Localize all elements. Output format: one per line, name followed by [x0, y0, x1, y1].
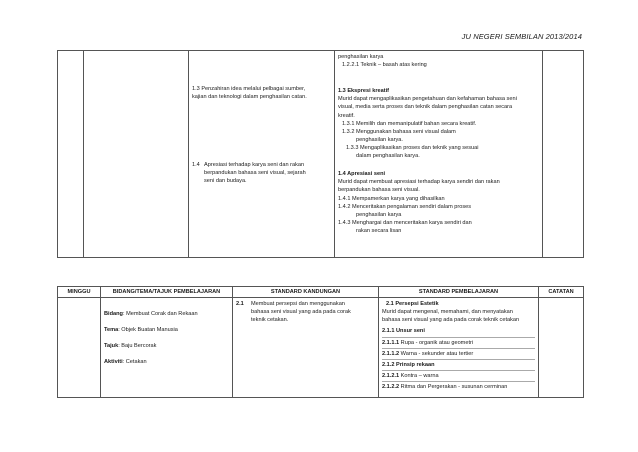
sp-row-number: 2.1.2 Prinsip rekaan [382, 361, 435, 368]
sp-row [382, 326, 535, 337]
header-catatan: CATATAN [539, 287, 584, 298]
sp-row [382, 382, 535, 392]
standard-kandungan-cell [189, 51, 335, 258]
sp-row-number: 2.1.1.2 [382, 350, 400, 357]
sk-1-4-line: berpandukan bahasa seni visual, sejarah [204, 170, 306, 177]
sp-1-3-item: 1.3.1 Memilih dan memanipulatif bahan secara kreatif. [342, 120, 477, 127]
aktiviti-label: Aktiviti [104, 359, 123, 366]
sp-continuation-line: 1.2.2.1 Teknik – basah atas kering [342, 62, 427, 69]
header-standard-pembelajaran: STANDARD PEMBELAJARAN [379, 287, 539, 298]
bidang-value: : Membuat Corak dan Rekaan [122, 311, 198, 318]
sp-1-3-line: kreatif. [338, 112, 355, 119]
sp-continuation-line: penghasilan karya [338, 54, 384, 60]
sp-2-1-line: bahasa seni visual yang ada pada corak teknik cetakan [382, 317, 520, 324]
sp-1-3-title: 1.3 Ekspresi kreatif [338, 88, 389, 95]
sp-row-number: 2.1.1 Unsur seni [382, 328, 425, 335]
sp-row-number: 2.1.1.1 [382, 339, 400, 346]
sk-2-1-number: 2.1 [236, 301, 244, 308]
notes-cell [543, 51, 584, 258]
sk-1-3-line: 1.3 Penzahiran idea melalui pelbagai sumber, [192, 86, 306, 92]
lesson-table-continued [57, 50, 584, 258]
sp-1-3-item: penghasilan karya. [356, 136, 403, 143]
sk-2-1-line: bahasa seni visual yang ada pada corak [251, 309, 351, 316]
sk-1-4-number: 1.4 [192, 162, 200, 169]
sp-1-4-line: berpandukan bahasa seni visual. [338, 187, 420, 194]
aktiviti-line [104, 358, 229, 366]
sp-1-3-line: visual, media serta proses dan teknik dalam penghasilan catan secara [338, 104, 513, 111]
standard-pembelajaran-cell [379, 298, 539, 398]
sp-row [382, 349, 535, 360]
sk-2-1 [236, 300, 375, 324]
sp-row [382, 360, 535, 371]
sp-1-3-item: 1.3.3 Mengaplikasikan proses dan teknik yang sesuai [346, 144, 479, 151]
tajuk-value: : Baju Bercorak [118, 343, 157, 350]
sp-1-4-item: penghasilan karya [356, 211, 402, 218]
sp-1-4-item: 1.4.3 Menghargai dan menceritakan karya sendiri dan [338, 219, 472, 226]
sp-1-3-item: 1.3.2 Menggunakan bahasa seni visual dalam [342, 128, 456, 135]
sk-2-1-line: teknik cetakan. [251, 317, 289, 324]
sk-2-1-line: Membuat persepsi dan menggunakan [251, 301, 345, 308]
week-cell [58, 51, 84, 258]
header-minggu: MINGGU [58, 287, 101, 298]
sp-1-3-item: dalam penghasilan karya. [356, 153, 420, 160]
sk-1-4-line: seni dan budaya. [204, 178, 247, 185]
tema-line [104, 326, 229, 334]
sp-row-text: Warna - sekunder atau tertier [399, 350, 474, 357]
sp-1-4-title: 1.4 Apresiasi seni [338, 171, 386, 178]
sk-1-4 [192, 161, 331, 185]
sp-row-text: Rupa - organik atau geometri [399, 339, 474, 346]
sk-1-4-line: Apresiasi terhadap karya seni dan rakan [204, 162, 305, 169]
bidang-line [104, 310, 229, 318]
lesson-table [57, 286, 584, 398]
sp-1-3-line: Murid dapat mengaplikasikan pengetahuan dan kefahaman bahasa seni [338, 96, 517, 103]
topic-cell [84, 51, 189, 258]
sp-1-4-item: rakan secara lisan [356, 227, 402, 234]
sp-row-number: 2.1.2.2 [382, 383, 400, 390]
sp-row-text: Kontra – warna [399, 372, 439, 379]
table-row [58, 298, 584, 398]
tema-value: : Objek Buatan Manusia [118, 327, 178, 334]
tajuk-line [104, 342, 229, 350]
tajuk-label: Tajuk [104, 343, 119, 350]
sp-row [382, 338, 535, 349]
notes-cell [539, 298, 584, 398]
sk-1-3-line: kajian dan teknologi dalam penghasilan catan. [192, 94, 307, 101]
tema-label: Tema [104, 327, 119, 334]
sp-1-4-item: 1.4.1 Mempamerkan karya yang dihasilkan [338, 195, 445, 202]
sp-row [382, 371, 535, 382]
sp-row-text: Ritma dan Pergerakan - susunan cerminan [399, 383, 508, 390]
table-header-row [58, 287, 584, 298]
header-bidang: BIDANG/TEMA/TAJUK PEMBELAJARAN [101, 287, 233, 298]
bidang-cell [101, 298, 233, 398]
sp-1-4-item: 1.4.2 Menceritakan pengalaman sendiri dalam proses [338, 203, 472, 210]
sp-1-4-line: Murid dapat membuat apresiasi terhadap karya sendiri dan rakan [338, 179, 500, 186]
header-standard-kandungan: STANDARD KANDUNGAN [233, 287, 379, 298]
sp-2-1-title: 2.1 Persepsi Estetik [386, 301, 439, 308]
sp-2-1-line: Murid dapat mengenal, memahami, dan menyatakan [382, 309, 513, 316]
bidang-label: Bidang [104, 311, 123, 318]
sp-row-number: 2.1.2.1 [382, 372, 400, 379]
document-header: JU NEGERI SEMBILAN 2013/2014 [461, 32, 582, 41]
week-cell [58, 298, 101, 398]
standard-kandungan-cell [233, 298, 379, 398]
standard-pembelajaran-cell [335, 51, 543, 258]
aktiviti-value: : Cetakan [122, 359, 147, 366]
